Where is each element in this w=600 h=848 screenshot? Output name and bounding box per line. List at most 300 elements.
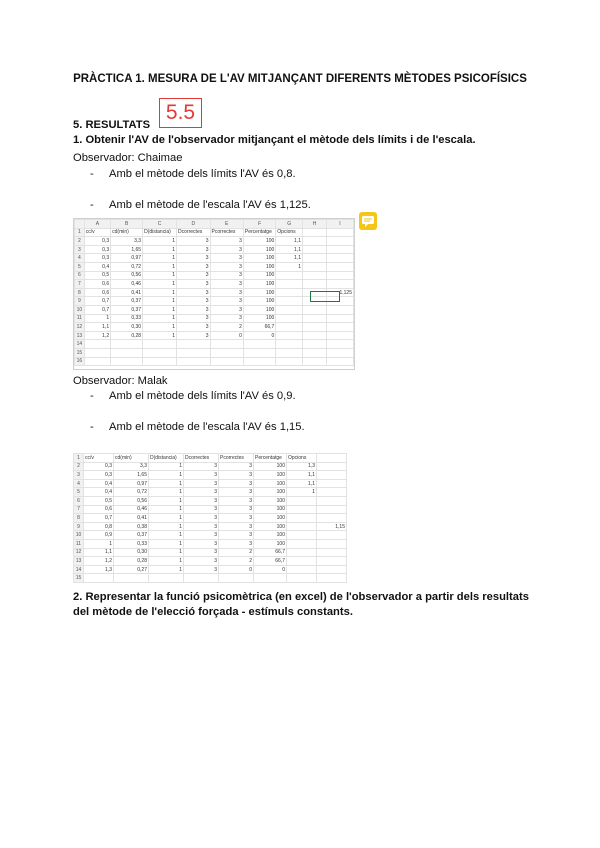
table-cell[interactable] [243,348,275,357]
table-cell[interactable]: 0,56 [111,271,143,280]
table-cell[interactable]: 1 [143,280,177,289]
table-cell[interactable]: 100 [243,254,275,263]
row-header[interactable]: 14 [75,340,85,349]
table-cell[interactable] [143,348,177,357]
column-header[interactable]: I [326,220,353,229]
table-cell[interactable]: 1 [149,462,184,471]
table-cell[interactable] [326,340,353,349]
table-cell[interactable] [287,505,317,514]
table-cell[interactable] [326,228,353,237]
table-cell[interactable]: 3 [184,539,219,548]
table-cell[interactable]: 0,5 [84,271,110,280]
table-cell[interactable] [317,496,347,505]
table-cell[interactable] [326,271,353,280]
table-cell[interactable]: 3 [177,305,210,314]
column-header[interactable]: B [111,220,143,229]
table-cell[interactable] [177,348,210,357]
table-cell[interactable] [317,557,347,566]
table-cell[interactable]: 100 [254,462,287,471]
table-cell[interactable]: 100 [254,488,287,497]
column-header[interactable]: D [177,220,210,229]
table-cell[interactable]: 1,1 [276,237,303,246]
table-cell[interactable]: 1 [149,565,184,574]
table-cell[interactable]: 0,4 [84,262,110,271]
table-cell[interactable]: 3 [177,297,210,306]
table-cell[interactable] [302,314,326,323]
row-header[interactable]: 9 [74,522,84,531]
table-cell[interactable]: 3 [184,471,219,480]
table-cell[interactable]: 3 [210,305,243,314]
table-cell[interactable] [243,340,275,349]
table-cell[interactable]: 0,33 [111,314,143,323]
table-cell[interactable]: 3 [219,496,254,505]
table-cell[interactable]: 3 [177,280,210,289]
table-cell[interactable]: 1 [143,288,177,297]
table-cell[interactable]: 3 [184,565,219,574]
table-cell[interactable]: 0,72 [114,488,149,497]
table-cell[interactable] [326,280,353,289]
table-cell[interactable]: 3 [210,237,243,246]
table-cell[interactable]: 0,97 [114,479,149,488]
table-cell[interactable] [302,262,326,271]
table-cell[interactable]: 3 [184,488,219,497]
table-cell[interactable]: 0,30 [114,548,149,557]
table-cell[interactable]: 100 [243,245,275,254]
table-cell[interactable]: Pcorrectes [219,454,254,463]
table-cell[interactable] [326,262,353,271]
table-cell[interactable]: 3 [184,505,219,514]
table-cell[interactable]: 3 [184,462,219,471]
table-cell[interactable]: 1 [143,245,177,254]
table-cell[interactable] [219,574,254,583]
row-header[interactable]: 2 [74,462,84,471]
table-cell[interactable] [149,574,184,583]
table-cell[interactable]: 1 [143,331,177,340]
table-cell[interactable] [326,305,353,314]
row-header[interactable]: 4 [75,254,85,263]
table-cell[interactable]: 1 [143,297,177,306]
table-cell[interactable] [317,548,347,557]
table-cell[interactable] [326,348,353,357]
table-cell[interactable]: 3 [177,271,210,280]
table-cell[interactable]: 1,125 [326,288,353,297]
table-cell[interactable]: 3 [177,331,210,340]
table-cell[interactable] [302,340,326,349]
table-cell[interactable] [84,348,110,357]
row-header[interactable]: 3 [74,471,84,480]
table-cell[interactable]: 3 [177,237,210,246]
table-cell[interactable]: 0,33 [114,539,149,548]
table-cell[interactable]: 1,3 [287,462,317,471]
table-cell[interactable] [302,280,326,289]
table-cell[interactable]: 0,3 [84,237,110,246]
table-cell[interactable]: 3 [210,254,243,263]
table-cell[interactable]: 2 [219,557,254,566]
table-cell[interactable]: 3,3 [114,462,149,471]
row-header[interactable]: 11 [75,314,85,323]
table-cell[interactable] [111,340,143,349]
table-cell[interactable]: D(distancia) [143,228,177,237]
table-cell[interactable] [317,454,347,463]
table-cell[interactable] [287,539,317,548]
table-cell[interactable] [210,357,243,366]
table-cell[interactable]: 1,15 [317,522,347,531]
table-cell[interactable] [114,574,149,583]
row-header[interactable]: 12 [74,548,84,557]
table-cell[interactable]: 66,7 [243,323,275,332]
table-cell[interactable] [317,471,347,480]
table-cell[interactable] [317,565,347,574]
table-cell[interactable] [287,548,317,557]
table-cell[interactable]: 0,37 [114,531,149,540]
table-cell[interactable]: Opcions [287,454,317,463]
table-cell[interactable]: 1 [149,488,184,497]
table-cell[interactable] [302,357,326,366]
table-cell[interactable]: 100 [243,297,275,306]
row-header[interactable]: 8 [75,288,85,297]
row-header[interactable]: 12 [75,323,85,332]
table-cell[interactable]: 100 [254,539,287,548]
table-cell[interactable]: 3 [219,488,254,497]
column-header[interactable]: H [302,220,326,229]
column-header[interactable] [75,220,85,229]
table-cell[interactable]: 3 [177,288,210,297]
table-cell[interactable]: 100 [243,314,275,323]
table-cell[interactable]: 0,6 [84,288,110,297]
table-cell[interactable] [143,340,177,349]
table-cell[interactable] [276,323,303,332]
row-header[interactable]: 15 [75,348,85,357]
table-cell[interactable]: 1 [149,471,184,480]
table-cell[interactable] [210,340,243,349]
table-cell[interactable]: 1 [149,479,184,488]
table-cell[interactable]: 1 [149,557,184,566]
table-cell[interactable]: cc/v [84,228,110,237]
table-cell[interactable]: 1,1 [84,323,110,332]
table-cell[interactable] [276,331,303,340]
table-cell[interactable] [287,522,317,531]
table-cell[interactable] [276,280,303,289]
table-cell[interactable] [326,314,353,323]
table-cell[interactable]: cd(min) [114,454,149,463]
table-cell[interactable]: 1,1 [287,471,317,480]
table-cell[interactable]: D(distancia) [149,454,184,463]
row-header[interactable]: 7 [75,280,85,289]
table-cell[interactable] [317,462,347,471]
table-cell[interactable]: Percentatge [243,228,275,237]
table-cell[interactable] [287,574,317,583]
table-cell[interactable]: 1 [149,514,184,523]
table-cell[interactable]: Pcorrectes [210,228,243,237]
table-cell[interactable] [287,565,317,574]
table-cell[interactable] [302,245,326,254]
table-cell[interactable]: 0,72 [111,262,143,271]
table-cell[interactable] [276,357,303,366]
table-cell[interactable] [302,331,326,340]
table-cell[interactable]: 3 [219,505,254,514]
table-cell[interactable] [111,348,143,357]
row-header[interactable]: 11 [74,539,84,548]
table-cell[interactable]: 1 [143,323,177,332]
table-cell[interactable] [317,488,347,497]
table-cell[interactable]: 0,30 [111,323,143,332]
table-cell[interactable]: 3 [177,323,210,332]
table-cell[interactable]: 3 [210,262,243,271]
table-cell[interactable] [302,271,326,280]
column-header[interactable]: A [84,220,110,229]
table-cell[interactable]: 0,7 [84,305,110,314]
table-cell[interactable]: 1,2 [84,557,114,566]
table-cell[interactable]: 2 [210,323,243,332]
table-cell[interactable] [276,348,303,357]
table-cell[interactable] [302,254,326,263]
table-cell[interactable]: 3 [177,314,210,323]
row-header[interactable]: 5 [75,262,85,271]
table-cell[interactable] [84,340,110,349]
table-cell[interactable]: 1,65 [111,245,143,254]
table-cell[interactable]: 100 [254,479,287,488]
table-cell[interactable]: Dcorrectes [184,454,219,463]
table-cell[interactable]: 0 [254,565,287,574]
table-cell[interactable]: 3 [177,245,210,254]
table-cell[interactable]: 100 [254,496,287,505]
table-cell[interactable]: 1 [287,488,317,497]
row-header[interactable]: 10 [74,531,84,540]
column-header[interactable]: E [210,220,243,229]
table-cell[interactable]: 1 [149,522,184,531]
table-cell[interactable]: 100 [254,514,287,523]
selected-cell[interactable] [310,291,340,302]
table-cell[interactable]: 0 [219,565,254,574]
row-header[interactable]: 1 [74,454,84,463]
column-header[interactable]: C [143,220,177,229]
table-cell[interactable]: 3 [219,462,254,471]
table-cell[interactable]: 3 [219,522,254,531]
table-cell[interactable]: 1 [143,271,177,280]
table-cell[interactable] [177,340,210,349]
table-cell[interactable]: 0,27 [114,565,149,574]
table-cell[interactable]: Percentatge [254,454,287,463]
table-cell[interactable] [302,305,326,314]
table-cell[interactable]: 1,65 [114,471,149,480]
table-cell[interactable]: 3 [219,471,254,480]
table-cell[interactable]: 1,1 [276,245,303,254]
table-cell[interactable]: 0,56 [114,496,149,505]
row-header[interactable]: 6 [75,271,85,280]
table-cell[interactable]: 3 [219,479,254,488]
table-cell[interactable]: 1 [276,262,303,271]
table-cell[interactable] [317,514,347,523]
table-cell[interactable] [143,357,177,366]
table-cell[interactable] [317,531,347,540]
row-header[interactable]: 13 [74,557,84,566]
table-cell[interactable]: 1 [149,531,184,540]
table-cell[interactable] [177,357,210,366]
table-cell[interactable]: 0,46 [114,505,149,514]
table-cell[interactable]: 0,41 [111,288,143,297]
table-cell[interactable] [287,531,317,540]
table-cell[interactable]: 1 [149,539,184,548]
table-cell[interactable] [326,245,353,254]
table-cell[interactable] [84,357,110,366]
column-header[interactable]: G [276,220,303,229]
table-cell[interactable] [287,496,317,505]
table-cell[interactable]: 100 [243,237,275,246]
table-cell[interactable]: 100 [254,522,287,531]
table-cell[interactable]: 0,37 [111,305,143,314]
table-cell[interactable]: 0,37 [111,297,143,306]
table-cell[interactable]: 3 [210,280,243,289]
comment-icon[interactable] [359,212,377,230]
table-cell[interactable]: 0,3 [84,254,110,263]
table-cell[interactable] [184,574,219,583]
row-header[interactable]: 4 [74,479,84,488]
table-cell[interactable]: 3 [210,271,243,280]
table-cell[interactable] [302,348,326,357]
table-cell[interactable]: 0,3 [84,245,110,254]
row-header[interactable]: 8 [74,514,84,523]
table-cell[interactable]: 100 [243,280,275,289]
table-cell[interactable]: 3 [219,531,254,540]
row-header[interactable]: 1 [75,228,85,237]
table-cell[interactable] [317,479,347,488]
table-cell[interactable]: 3 [210,297,243,306]
table-cell[interactable]: Opcions [276,228,303,237]
table-cell[interactable]: 0,28 [114,557,149,566]
table-cell[interactable]: 3 [184,548,219,557]
table-cell[interactable]: 3 [177,254,210,263]
column-header[interactable]: F [243,220,275,229]
table-cell[interactable] [287,557,317,566]
table-cell[interactable] [276,340,303,349]
row-header[interactable]: 16 [75,357,85,366]
table-cell[interactable] [276,271,303,280]
table-cell[interactable] [276,305,303,314]
row-header[interactable]: 2 [75,237,85,246]
row-header[interactable]: 5 [74,488,84,497]
table-cell[interactable]: 0,4 [84,488,114,497]
table-cell[interactable]: 0,6 [84,505,114,514]
table-cell[interactable]: 1 [149,505,184,514]
table-cell[interactable]: 3 [210,245,243,254]
row-header[interactable]: 6 [74,496,84,505]
table-cell[interactable]: 0,46 [111,280,143,289]
table-cell[interactable]: 0,5 [84,496,114,505]
table-cell[interactable]: 3,3 [111,237,143,246]
table-cell[interactable]: 0,41 [114,514,149,523]
table-cell[interactable] [302,323,326,332]
row-header[interactable]: 10 [75,305,85,314]
table-cell[interactable]: 3 [184,514,219,523]
table-cell[interactable]: cc/v [84,454,114,463]
table-cell[interactable]: 0,28 [111,331,143,340]
table-cell[interactable]: 100 [243,271,275,280]
row-header[interactable]: 7 [74,505,84,514]
row-header[interactable]: 13 [75,331,85,340]
table-cell[interactable] [276,314,303,323]
table-cell[interactable] [326,254,353,263]
table-cell[interactable]: 3 [177,262,210,271]
table-cell[interactable] [317,574,347,583]
table-cell[interactable]: 3 [219,539,254,548]
table-cell[interactable]: 1 [143,262,177,271]
table-cell[interactable] [254,574,287,583]
table-cell[interactable]: 1,3 [84,565,114,574]
table-cell[interactable] [287,514,317,523]
table-cell[interactable]: 1,2 [84,331,110,340]
table-cell[interactable]: cd(min) [111,228,143,237]
table-cell[interactable]: 0 [210,331,243,340]
table-cell[interactable]: 1 [143,254,177,263]
table-cell[interactable]: 1 [143,237,177,246]
table-cell[interactable] [210,348,243,357]
table-cell[interactable]: 100 [254,471,287,480]
row-header[interactable]: 3 [75,245,85,254]
table-cell[interactable]: 0,97 [111,254,143,263]
table-cell[interactable]: 0,6 [84,280,110,289]
table-cell[interactable]: 1 [143,305,177,314]
table-cell[interactable] [326,323,353,332]
table-cell[interactable]: 1 [149,548,184,557]
table-cell[interactable]: 3 [184,479,219,488]
table-cell[interactable]: 0,7 [84,514,114,523]
table-cell[interactable]: 1,1 [276,254,303,263]
table-cell[interactable]: 0,38 [114,522,149,531]
table-cell[interactable]: 100 [243,262,275,271]
table-cell[interactable]: 1 [149,496,184,505]
row-header[interactable]: 14 [74,565,84,574]
table-cell[interactable]: 66,7 [254,557,287,566]
table-cell[interactable] [317,505,347,514]
table-cell[interactable] [302,237,326,246]
table-cell[interactable] [326,357,353,366]
table-cell[interactable]: 100 [243,288,275,297]
table-cell[interactable]: 3 [184,496,219,505]
table-cell[interactable]: 0,9 [84,531,114,540]
table-cell[interactable]: 100 [254,531,287,540]
table-cell[interactable]: 1 [143,314,177,323]
table-cell[interactable] [111,357,143,366]
row-header[interactable]: 15 [74,574,84,583]
table-cell[interactable] [317,539,347,548]
table-cell[interactable] [276,297,303,306]
table-cell[interactable]: 100 [243,305,275,314]
table-cell[interactable]: 0,4 [84,479,114,488]
table-cell[interactable] [84,574,114,583]
table-cell[interactable]: 3 [210,288,243,297]
row-header[interactable]: 9 [75,297,85,306]
table-cell[interactable] [243,357,275,366]
table-cell[interactable]: Dcorrectes [177,228,210,237]
table-cell[interactable]: 66,7 [254,548,287,557]
table-cell[interactable]: 0 [243,331,275,340]
table-cell[interactable]: 0,7 [84,297,110,306]
table-cell[interactable]: 1,1 [84,548,114,557]
table-cell[interactable]: 2 [219,548,254,557]
table-cell[interactable]: 0,3 [84,462,114,471]
table-cell[interactable] [326,331,353,340]
table-cell[interactable]: 100 [254,505,287,514]
table-cell[interactable] [326,237,353,246]
table-cell[interactable]: 3 [184,522,219,531]
table-cell[interactable]: 0,8 [84,522,114,531]
table-cell[interactable]: 3 [219,514,254,523]
table-cell[interactable] [302,228,326,237]
table-cell[interactable]: 1 [84,539,114,548]
table-cell[interactable]: 3 [184,557,219,566]
table-cell[interactable]: 1,1 [287,479,317,488]
table-cell[interactable]: 1 [84,314,110,323]
